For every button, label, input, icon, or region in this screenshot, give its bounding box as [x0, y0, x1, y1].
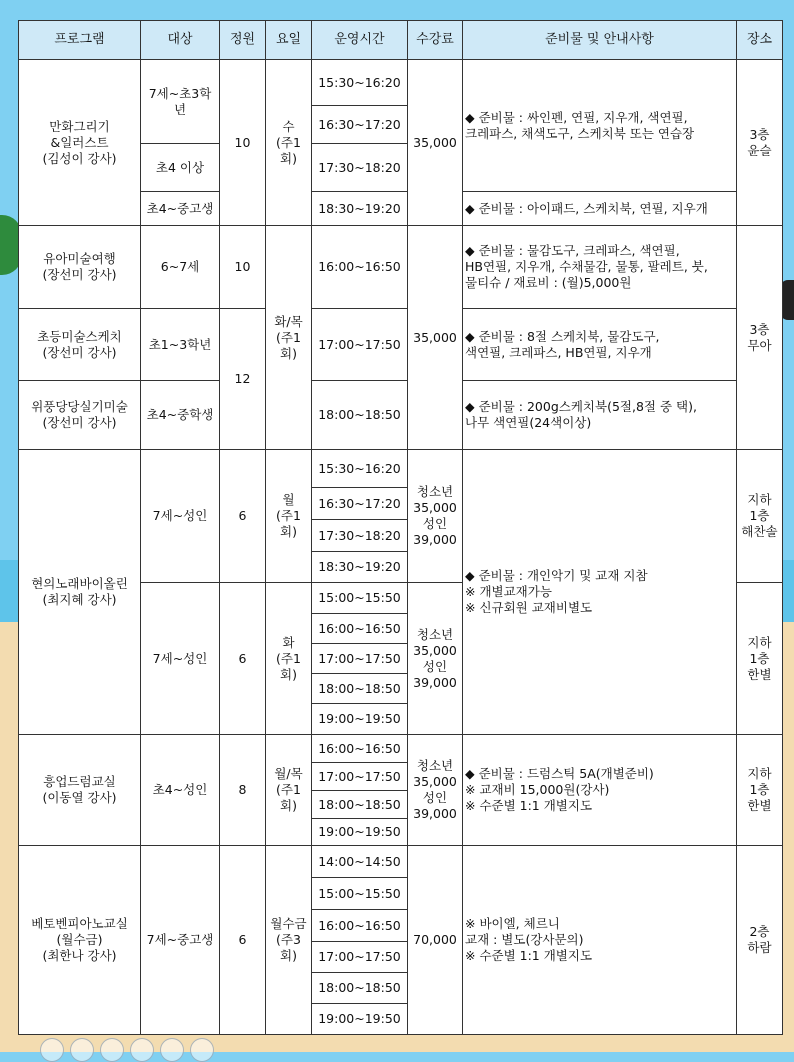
program-cell: 현의노래바이올린 (최지혜 강사)	[19, 450, 141, 735]
day-cell: 화/목 (주1회)	[266, 226, 312, 450]
program-cell: 흥업드럼교실 (이동열 강사)	[19, 735, 141, 846]
header-target: 대상	[141, 21, 220, 60]
target-cell: 초4~성인	[141, 735, 220, 846]
target-cell: 초4 이상	[141, 144, 220, 192]
capacity-cell: 12	[220, 309, 266, 450]
fee-cell: 청소년 35,000 성인 39,000	[408, 583, 463, 735]
notes-cell: ◆ 준비물 : 아이패드, 스케치북, 연필, 지우개	[463, 192, 737, 226]
time-cell: 18:00~18:50	[312, 791, 408, 819]
program-cell: 위풍당당실기미술 (장선미 강사)	[19, 381, 141, 450]
capacity-cell: 6	[220, 846, 266, 1035]
time-cell: 17:00~17:50	[312, 309, 408, 381]
place-cell: 3층 윤슬	[737, 60, 783, 226]
viewer-toolbar	[0, 1038, 794, 1052]
fee-cell: 청소년 35,000 성인 39,000	[408, 450, 463, 583]
prev-page-button[interactable]	[40, 1038, 64, 1062]
place-cell: 3층 무아	[737, 226, 783, 450]
time-cell: 15:00~15:50	[312, 583, 408, 614]
target-cell: 7세~중고생	[141, 846, 220, 1035]
header-fee: 수강료	[408, 21, 463, 60]
more-options-button[interactable]	[190, 1038, 214, 1062]
fee-cell: 청소년 35,000 성인 39,000	[408, 735, 463, 846]
fee-cell: 35,000	[408, 60, 463, 226]
fee-cell: 35,000	[408, 226, 463, 450]
notes-cell: ◆ 준비물 : 개인악기 및 교재 지참 ※ 개별교재가능 ※ 신규회원 교재비별도	[463, 450, 737, 735]
program-cell: 베토벤피아노교실 (월수금) (최한나 강사)	[19, 846, 141, 1035]
header-day: 요일	[266, 21, 312, 60]
target-cell: 초4~중고생	[141, 192, 220, 226]
time-cell: 16:00~16:50	[312, 226, 408, 309]
program-cell: 만화그리기 &일러스트 (김성이 강사)	[19, 60, 141, 226]
notes-cell: ※ 바이엘, 체르니 교재 : 별도(강사문의) ※ 수준별 1:1 개별지도	[463, 846, 737, 1035]
header-place: 장소	[737, 21, 783, 60]
header-time: 운영시간	[312, 21, 408, 60]
time-cell: 14:00~14:50	[312, 846, 408, 878]
notes-cell: ◆ 준비물 : 200g스케치북(5절,8절 중 택), 나무 색연필(24색이상)	[463, 381, 737, 450]
time-cell: 18:00~18:50	[312, 973, 408, 1004]
zoom-button[interactable]	[160, 1038, 184, 1062]
time-cell: 17:00~17:50	[312, 763, 408, 791]
capacity-cell: 6	[220, 583, 266, 735]
header-notes: 준비물 및 안내사항	[463, 21, 737, 60]
day-cell: 수 (주1회)	[266, 60, 312, 226]
day-cell: 월수금 (주3회)	[266, 846, 312, 1035]
capacity-cell: 6	[220, 450, 266, 583]
time-cell: 15:30~16:20	[312, 450, 408, 488]
target-cell: 초4~중학생	[141, 381, 220, 450]
slides-button[interactable]	[130, 1038, 154, 1062]
capacity-cell: 10	[220, 226, 266, 309]
next-page-button[interactable]	[70, 1038, 94, 1062]
time-cell: 16:00~16:50	[312, 614, 408, 644]
time-cell: 16:30~17:20	[312, 488, 408, 520]
time-cell: 17:00~17:50	[312, 942, 408, 973]
time-cell: 16:30~17:20	[312, 106, 408, 144]
time-cell: 15:00~15:50	[312, 878, 408, 910]
time-cell: 17:30~18:20	[312, 144, 408, 192]
notes-cell: ◆ 준비물 : 싸인펜, 연필, 지우개, 색연필, 크레파스, 채색도구, 스케치북 또는 연습장	[463, 60, 737, 192]
capacity-cell: 8	[220, 735, 266, 846]
time-cell: 19:00~19:50	[312, 1004, 408, 1035]
time-cell: 18:30~19:20	[312, 192, 408, 226]
place-cell: 지하 1층 한별	[737, 583, 783, 735]
target-cell: 7세~성인	[141, 583, 220, 735]
notes-cell: ◆ 준비물 : 8절 스케치북, 물감도구, 색연필, 크레파스, HB연필, 지우개	[463, 309, 737, 381]
program-cell: 유아미술여행 (장선미 강사)	[19, 226, 141, 309]
place-cell: 지하 1층 한별	[737, 735, 783, 846]
time-cell: 16:00~16:50	[312, 735, 408, 763]
time-cell: 17:00~17:50	[312, 644, 408, 674]
target-cell: 7세~성인	[141, 450, 220, 583]
day-cell: 월/목 (주1회)	[266, 735, 312, 846]
day-cell: 월 (주1회)	[266, 450, 312, 583]
time-cell: 15:30~16:20	[312, 60, 408, 106]
time-cell: 18:00~18:50	[312, 381, 408, 450]
fee-cell: 70,000	[408, 846, 463, 1035]
time-cell: 16:00~16:50	[312, 910, 408, 942]
schedule-table	[18, 20, 783, 1035]
time-cell: 19:00~19:50	[312, 704, 408, 735]
header-row	[19, 21, 783, 60]
place-cell: 지하 1층 해찬솔	[737, 450, 783, 583]
time-cell: 18:00~18:50	[312, 674, 408, 704]
program-cell: 초등미술스케치 (장선미 강사)	[19, 309, 141, 381]
capacity-cell: 10	[220, 60, 266, 226]
time-cell: 19:00~19:50	[312, 819, 408, 846]
target-cell: 6~7세	[141, 226, 220, 309]
day-cell: 화 (주1회)	[266, 583, 312, 735]
time-cell: 17:30~18:20	[312, 520, 408, 552]
pen-tool-button[interactable]	[100, 1038, 124, 1062]
notes-cell: ◆ 준비물 : 물감도구, 크레파스, 색연필, HB연필, 지우개, 수채물감, 물통, 팔레트, 붓, 물티슈 / 재료비 : (월)5,000원	[463, 226, 737, 309]
place-cell: 2층 하람	[737, 846, 783, 1035]
header-capacity: 정원	[220, 21, 266, 60]
target-cell: 초1~3학년	[141, 309, 220, 381]
notes-cell: ◆ 준비물 : 드럼스틱 5A(개별준비) ※ 교재비 15,000원(강사) ※ 수준별 1:1 개별지도	[463, 735, 737, 846]
time-cell: 18:30~19:20	[312, 552, 408, 583]
target-cell: 7세~초3학년	[141, 60, 220, 144]
header-program: 프로그램	[19, 21, 141, 60]
